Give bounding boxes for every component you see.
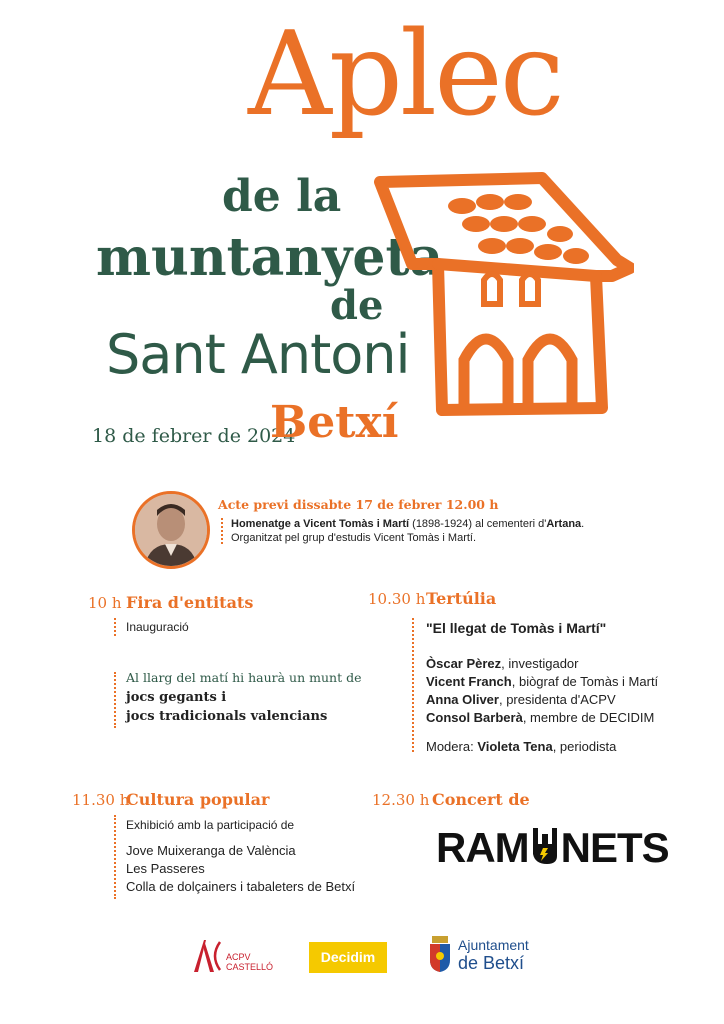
group-item: Jove Muixeranga de València	[126, 843, 296, 858]
decidim-logo: Decidim	[309, 942, 387, 973]
group-item: Colla de dolçainers i tabaleters de Betxí	[126, 879, 356, 894]
acpv-logo-line2: CASTELLÓ	[226, 962, 274, 972]
title-sant-antoni: Sant Antoni	[106, 323, 410, 386]
previous-act-heading: Acte previ dissabte 17 de febrer 12.00 h	[218, 497, 499, 512]
ajuntament-line1: Ajuntament	[458, 937, 529, 953]
ajuntament-logo	[428, 934, 529, 974]
speaker-item: Anna Oliver, presidenta d'ACPV	[426, 692, 616, 707]
previous-act-line1: Homenatge a Vicent Tomàs i Martí (1898-1924) al cementeri d'Artana.	[231, 518, 585, 530]
rock-hand-icon	[529, 826, 561, 866]
event-place: Betxí	[270, 397, 399, 448]
speaker-list	[426, 655, 658, 727]
cultura-intro: Exhibició amb la participació de	[126, 818, 295, 832]
ajuntament-line2: de Betxí	[458, 953, 525, 973]
event-date: 18 de febrer de 2024	[92, 425, 296, 447]
acpv-logo-line1: ACPV	[226, 952, 251, 962]
hermitage-illustration	[372, 168, 634, 420]
moderator-line: Modera: Violeta Tena, periodista	[426, 739, 617, 754]
tertulia-time: 10.30 h	[368, 590, 426, 608]
portrait-photo	[132, 491, 210, 569]
fira-time: 10 h	[88, 594, 122, 612]
fira-note-line3: jocs tradicionals valencians	[126, 709, 328, 724]
fira-note-line2: jocs gegants i	[126, 690, 227, 705]
title-muntanyeta: muntanyeta	[96, 227, 444, 288]
title-aplec: Aplec	[248, 7, 562, 142]
concert-time: 12.30 h	[372, 791, 430, 809]
title-de-la: de la	[222, 171, 342, 222]
fira-item: Inauguració	[126, 620, 189, 634]
cultura-title: Cultura popular	[126, 790, 270, 809]
group-list	[126, 842, 355, 896]
tertulia-subtitle: "El llegat de Tomàs i Martí"	[426, 620, 607, 636]
speaker-item: Òscar Pèrez, investigador	[426, 656, 579, 671]
fira-note-line1: Al llarg del matí hi haurà un munt de	[126, 670, 362, 685]
speaker-item: Vicent Franch, biògraf de Tomàs i Martí	[426, 674, 659, 689]
previous-act-line2: Organitzat pel grup d'estudis Vicent Tomàs i Martí.	[231, 532, 477, 544]
concert-title: Concert de	[432, 790, 530, 809]
cultura-time: 11.30 h	[72, 791, 130, 809]
fira-title: Fira d'entitats	[126, 593, 254, 612]
acpv-logo	[192, 938, 273, 974]
tertulia-title: Tertúlia	[426, 589, 497, 608]
title-de: de	[330, 282, 384, 329]
group-item: Les Passeres	[126, 861, 205, 876]
speaker-item: Consol Barberà, membre de DECIDIM	[426, 710, 655, 725]
band-logo-ramonets: RAM NETS	[436, 824, 669, 871]
coat-of-arms-icon	[428, 934, 452, 974]
